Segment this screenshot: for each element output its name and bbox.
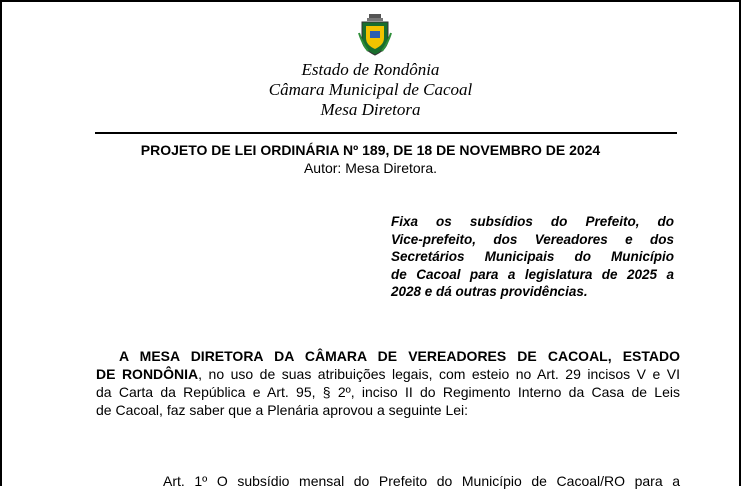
ementa-line: Vice-prefeito, dos Vereadores e dos	[391, 231, 674, 247]
article-1-line: Art. 1º O subsídio mensal do Prefeito do Município de Cacoal/RO para a	[163, 473, 680, 489]
ementa-line: Secretários Municipais do Município	[391, 249, 674, 264]
header-board: Mesa Diretora	[320, 100, 421, 119]
header-divider	[95, 132, 677, 134]
header-chamber: Câmara Municipal de Cacoal	[268, 80, 473, 99]
preamble-line: de Cacoal, faz saber que a Plenária aprovou a seguinte Lei:	[96, 402, 469, 418]
preamble-line2-rest: , no uso de suas atribuições legais, com esteio no Art. 29 incisos V e VI	[198, 366, 680, 382]
preamble	[96, 347, 680, 419]
ementa	[391, 213, 674, 301]
article-1	[163, 472, 680, 490]
preamble-state-bold: DE RONDÔNIA	[96, 366, 199, 382]
ementa-line: de Cacoal para a legislatura de 2025 a	[391, 266, 674, 282]
ementa-line: Fixa os subsídios do Prefeito, do	[391, 214, 674, 229]
ementa-line: 2028 e dá outras providências.	[391, 284, 588, 299]
municipal-crest-icon	[358, 13, 392, 57]
preamble-line	[96, 365, 680, 383]
bill-author: Autor: Mesa Diretora.	[303, 160, 438, 176]
header-state: Estado de Rondônia	[301, 60, 440, 79]
preamble-line: da Carta da República e Art. 95, § 2º, inciso II do Regimento Interno da Casa de Leis	[96, 384, 680, 400]
preamble-line: A MESA DIRETORA DA CÂMARA DE VEREADORES DE CACOAL, ESTADO	[119, 348, 680, 364]
bill-title: PROJETO DE LEI ORDINÁRIA Nº 189, DE 18 DE NOVEMBRO DE 2024	[140, 142, 601, 158]
